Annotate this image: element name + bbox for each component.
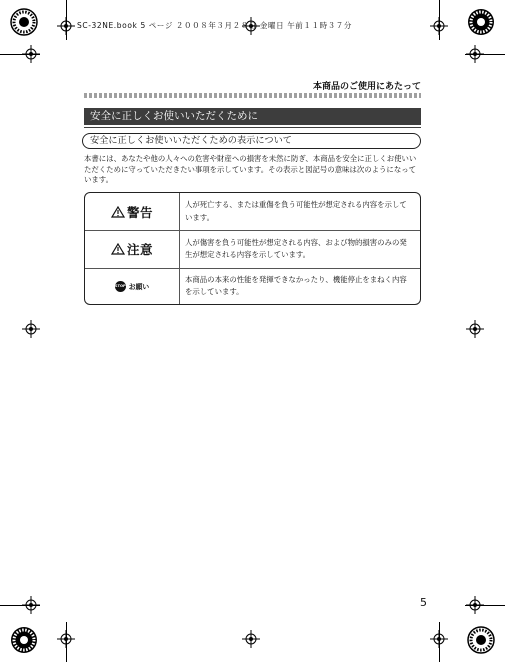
warning-description: 人が死亡する、または重傷を負う可能性が想定される内容を示しています。	[185, 200, 407, 222]
crop-line-top-left	[0, 54, 40, 55]
table-row-warning	[85, 193, 420, 231]
file-header: SC-32NE.book 5 ページ ２００８年３月２８日 金曜日 午前１１時３７分	[77, 21, 353, 30]
crop-line-top-right	[465, 54, 505, 55]
crop-line-right-bottom	[439, 622, 440, 662]
crosshair-mid-left-icon	[22, 320, 40, 338]
crop-line-left-bottom	[66, 622, 67, 662]
intro-paragraph: 本書には、あなたや他の人々への危害や財産への損害を未然に防ぎ、本商品を安全に正しくお使いいただくために守っていただきたい事項を示しています。その表示と図記号の意味は次のようになっています。	[84, 154, 417, 184]
section-title: 安全に正しくお使いいただくために	[84, 108, 421, 125]
table-row-request	[85, 268, 420, 304]
corner-registration-bottom-left-icon	[9, 625, 39, 655]
corner-registration-top-right-icon	[466, 7, 496, 37]
caution-triangle-icon	[111, 243, 125, 255]
warning-label: 警告	[126, 204, 153, 220]
symbol-table	[84, 192, 421, 305]
crop-line-right-top	[439, 0, 440, 40]
request-label: お願い	[128, 283, 150, 291]
request-description: 本商品の本来の性能を発揮できなかったり、機能停止をまねく内容を示しています。	[185, 274, 407, 296]
stop-icon: STOP	[115, 281, 126, 292]
subsection-title: 安全に正しくお使いいただくための表示について	[82, 133, 421, 149]
table-row-caution	[85, 230, 420, 269]
caution-label-cell	[85, 230, 180, 268]
header-divider	[84, 93, 421, 98]
running-head: 本商品のご使用にあたって	[312, 82, 421, 92]
warning-triangle-icon	[111, 206, 125, 218]
corner-registration-bottom-right-icon	[466, 625, 496, 655]
warning-label-cell	[85, 193, 180, 230]
request-label-cell	[85, 268, 180, 304]
corner-registration-top-left-icon	[9, 7, 39, 37]
crop-line-bottom-left	[0, 605, 40, 606]
crosshair-bottom-center-icon	[242, 630, 260, 648]
crop-line-bottom-right	[465, 605, 505, 606]
crosshair-mid-right-icon	[466, 320, 484, 338]
crop-line-left-top	[66, 0, 67, 40]
caution-label: 注意	[126, 242, 153, 257]
caution-description: 人が傷害を負う可能性が想定される内容、および物的損害のみの発生が想定される内容を示しています。	[185, 237, 407, 259]
page-number: 5	[420, 596, 427, 609]
